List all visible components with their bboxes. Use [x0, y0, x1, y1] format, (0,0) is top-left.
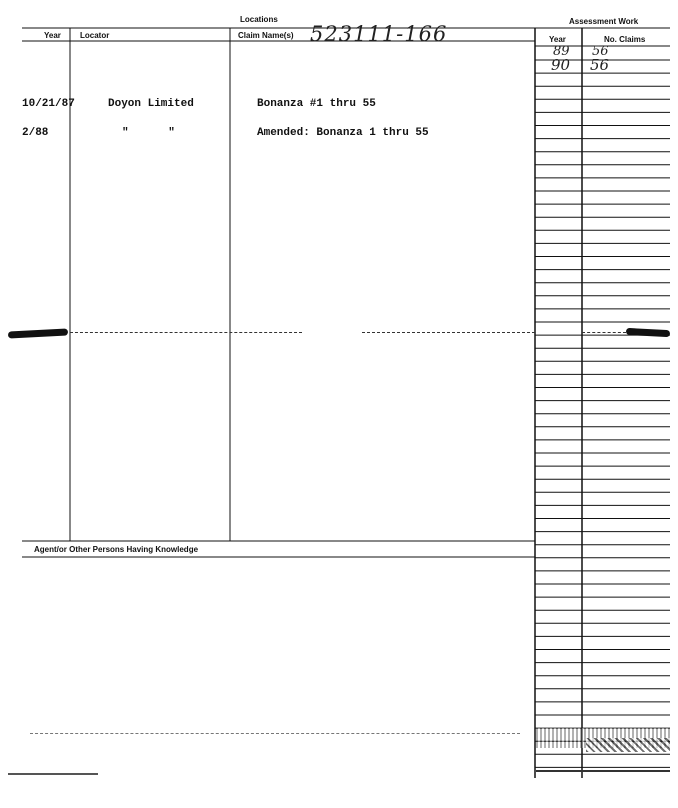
col-locator-header: Locator [80, 31, 110, 40]
entry-2-locator: " " [122, 127, 175, 139]
aw-row-2-claims: 56 [590, 56, 610, 74]
entry-1-locator: Doyon Limited [108, 98, 194, 110]
scan-noise-bottom [8, 773, 98, 775]
agent-label: Agent/or Other Persons Having Knowledge [34, 545, 199, 554]
handwritten-case-number: 523111-166 [310, 22, 448, 46]
col-aw-claims-header: No. Claims [604, 35, 646, 44]
fold-line-left [70, 332, 302, 333]
entry-1-year: 10/21/87 [22, 98, 75, 110]
scan-noise-bottom-right [536, 770, 670, 772]
fold-line-right [362, 332, 535, 333]
scan-noise-dark [586, 738, 670, 752]
scan-noise-line [30, 733, 520, 734]
entry-2-claim: Amended: Bonanza 1 thru 55 [257, 127, 429, 139]
aw-row-1-year: 89 [553, 44, 570, 59]
col-aw-year-header: Year [549, 35, 566, 44]
col-claim-names-header: Claim Name(s) [238, 31, 294, 40]
fold-line-aw [582, 332, 626, 333]
assessment-row-lines [535, 60, 670, 767]
locations-label: Locations [240, 15, 278, 24]
col-year-header: Year [44, 31, 61, 40]
entry-2-year: 2/88 [22, 127, 49, 139]
entry-1-claim: Bonanza #1 thru 55 [257, 98, 376, 110]
aw-row-2-year: 90 [551, 56, 571, 74]
aw-row-1-claims: 56 [592, 44, 609, 59]
assessment-work-label: Assessment Work [569, 17, 639, 26]
